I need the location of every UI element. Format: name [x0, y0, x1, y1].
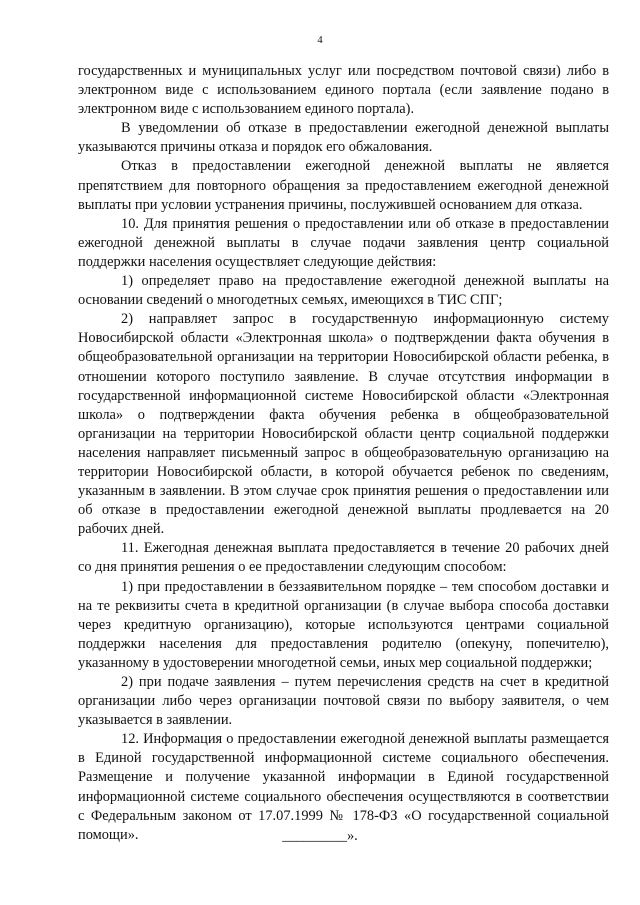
paragraph-continuation: государственных и муниципальных услуг или посредством почтовой связи) либо в электронном виде с использованием единого портала (если заявление подано в электронном виде с использованием единого портала).	[78, 63, 609, 118]
paragraph-item-11: 11. Ежегодная денежная выплата предоставляется в течение 20 рабочих дней со дня принятия решения о ее предоставлении следующим способом:	[78, 540, 609, 576]
page-number: 4	[317, 35, 323, 46]
paragraph-refusal-not-obstacle: Отказ в предоставлении ежегодной денежной выплаты не является препятствием для повторного обращения за предоставлением ежегодной денежной выплаты при условии устранения причины, послужившей основанием для отказа.	[78, 158, 609, 213]
paragraph-item-12: 12. Информация о предоставлении ежегодной денежной выплаты размещается в Единой государственной информационной системе социального обеспечения. Размещение и получение указанной информации в Единой государственной информационной системе социального обеспечения осуществляются в соответствии с Федеральным законом от 17.07.1999 № 178-ФЗ «О государственной социальной помощи».	[78, 731, 609, 843]
document-body	[78, 62, 609, 845]
paragraph-item-10-2: 2) направляет запрос в государственную информационную систему Новосибирской области «Электронная школа» о подтверждении факта обучения в общеобразовательной организации на территории Новосибирской области ребенка, в отношении которого поступило заявление. В случае отсутствия информации в государственной информационной системе Новосибирской области «Электронная школа» о подтверждении факта обучения ребенка в общеобразовательной организации на территории Новосибирской области центр социальной поддержки населения направляет письменный запрос в общеобразовательную организацию на территории Новосибирской области, в которой обучается ребенок по сведениям, указанным в заявлении. В этом случае срок принятия решения о предоставлении или об отказе в предоставлении ежегодной денежной выплаты продлевается на 20 рабочих дней.	[78, 311, 609, 538]
closing-mark: _________».	[282, 828, 358, 844]
paragraph-item-11-1: 1) при предоставлении в беззаявительном порядке – тем способом доставки и на те реквизиты счета в кредитной организации (в случае выбора способа доставки через кредитную организацию), которые используются центрами социальной поддержки населения для предоставления родителю (опекуну, попечителю), указанному в удостоверении многодетной семьи, иных мер социальной поддержки;	[78, 578, 609, 671]
paragraph-item-11-2: 2) при подаче заявления – путем перечисления средств на счет в кредитной организации либо через организации почтовой связи по выбору заявителя, о чем указывается в заявлении.	[78, 674, 609, 729]
paragraph-refusal-notice: В уведомлении об отказе в предоставлении ежегодной денежной выплаты указываются причины отказа и порядок его обжалования.	[78, 120, 609, 156]
paragraph-item-10: 10. Для принятия решения о предоставлении или об отказе в предоставлении ежегодной денежной выплаты в случае подачи заявления центр социальной поддержки населения осуществляет следующие действия:	[78, 215, 609, 270]
paragraph-item-10-1: 1) определяет право на предоставление ежегодной денежной выплаты на основании сведений о многодетных семьях, имеющихся в ТИС СПГ;	[78, 273, 609, 309]
